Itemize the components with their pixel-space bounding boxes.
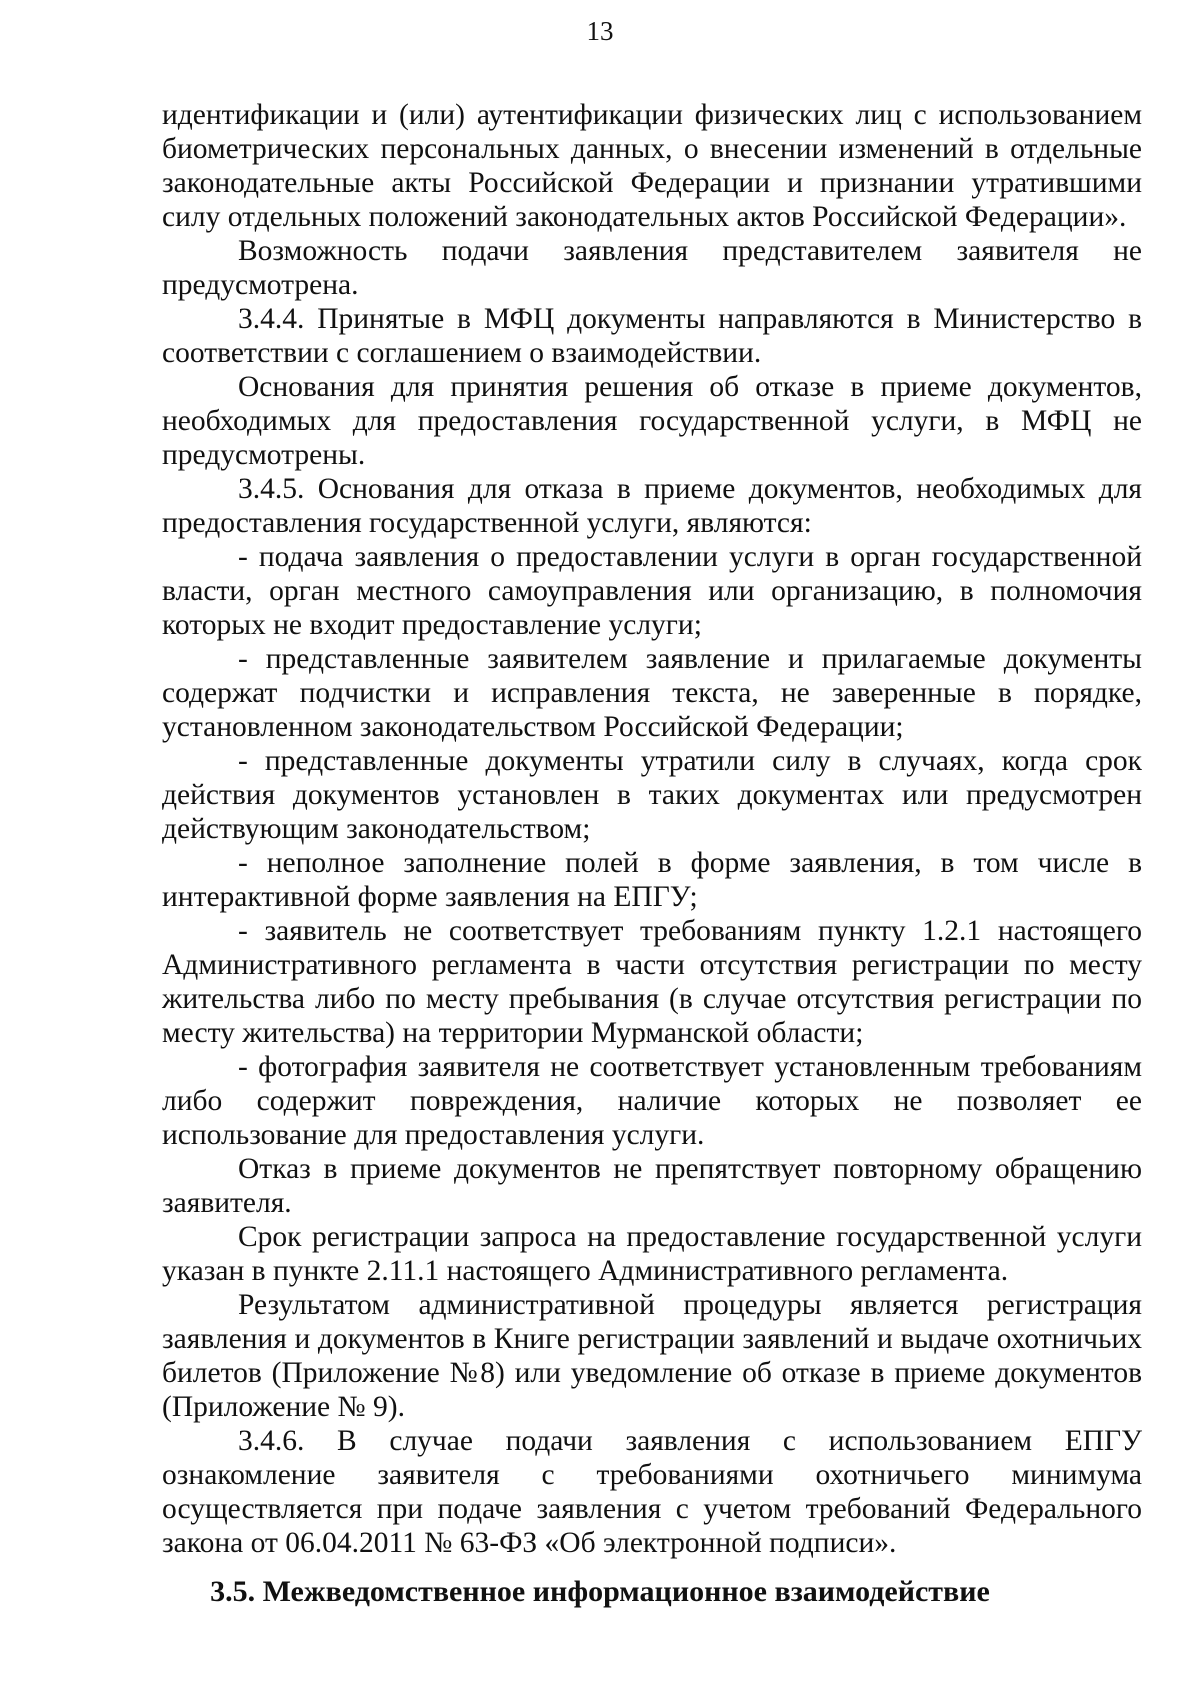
paragraph: 3.4.6. В случае подачи заявления с использованием ЕПГУ ознакомление заявителя с требованиями охотничьего минимума осуществляется при подаче заявления с учетом требований Федерального закона от 06.04.2011 № 63-ФЗ «Об электронной подписи». (162, 1425, 1142, 1559)
list-item: - представленные документы утратили силу в случаях, когда срок действия документов установлен в таких документах или предусмотрен действующим законодательством; (162, 745, 1142, 845)
paragraph: Возможность подачи заявления представителем заявителя не предусмотрена. (162, 235, 1142, 301)
paragraph: 3.4.5. Основания для отказа в приеме документов, необходимых для предоставления государственной услуги, являются: (162, 473, 1142, 539)
paragraph: 3.4.4. Принятые в МФЦ документы направляются в Министерство в соответствии с соглашением о взаимодействии. (162, 303, 1142, 369)
list-item: - заявитель не соответствует требованиям пункту 1.2.1 настоящего Административного регламента в части отсутствия регистрации по месту жительства либо по месту пребывания (в случае отсутствия регистрации по месту жительства) на территории Мурманской области; (162, 915, 1142, 1049)
paragraph: Срок регистрации запроса на предоставление государственной услуги указан в пункте 2.11.1 настоящего Административного регламента. (162, 1221, 1142, 1287)
paragraph: Результатом административной процедуры является регистрация заявления и документов в Книге регистрации заявлений и выдаче охотничьих билетов (Приложение №8) или уведомление об отказе в приеме документов (Приложение № 9). (162, 1289, 1142, 1423)
paragraph: Основания для принятия решения об отказе в приеме документов, необходимых для предоставления государственной услуги, в МФЦ не предусмотрены. (162, 371, 1142, 471)
paragraph: идентификации и (или) аутентификации физических лиц с использованием биометрических персональных данных, о внесении изменений в отдельные законодательные акты Российской Федерации и признании утратившими силу отдельных положений законодательных актов Российской Федерации». (162, 99, 1142, 233)
document-body (162, 98, 1142, 1560)
section-heading: 3.5. Межведомственное информационное взаимодействие (210, 1575, 990, 1608)
list-item: - представленные заявителем заявление и прилагаемые документы содержат подчистки и исправления текста, не заверенные в порядке, установленном законодательством Российской Федерации; (162, 643, 1142, 743)
page-number: 13 (586, 16, 614, 46)
list-item: - фотография заявителя не соответствует установленным требованиям либо содержит повреждения, наличие которых не позволяет ее использование для предоставления услуги. (162, 1051, 1142, 1151)
list-item: - неполное заполнение полей в форме заявления, в том числе в интерактивной форме заявления на ЕПГУ; (162, 847, 1142, 913)
list-item: - подача заявления о предоставлении услуги в орган государственной власти, орган местного самоуправления или организацию, в полномочия которых не входит предоставление услуги; (162, 541, 1142, 641)
paragraph: Отказ в приеме документов не препятствует повторному обращению заявителя. (162, 1153, 1142, 1219)
